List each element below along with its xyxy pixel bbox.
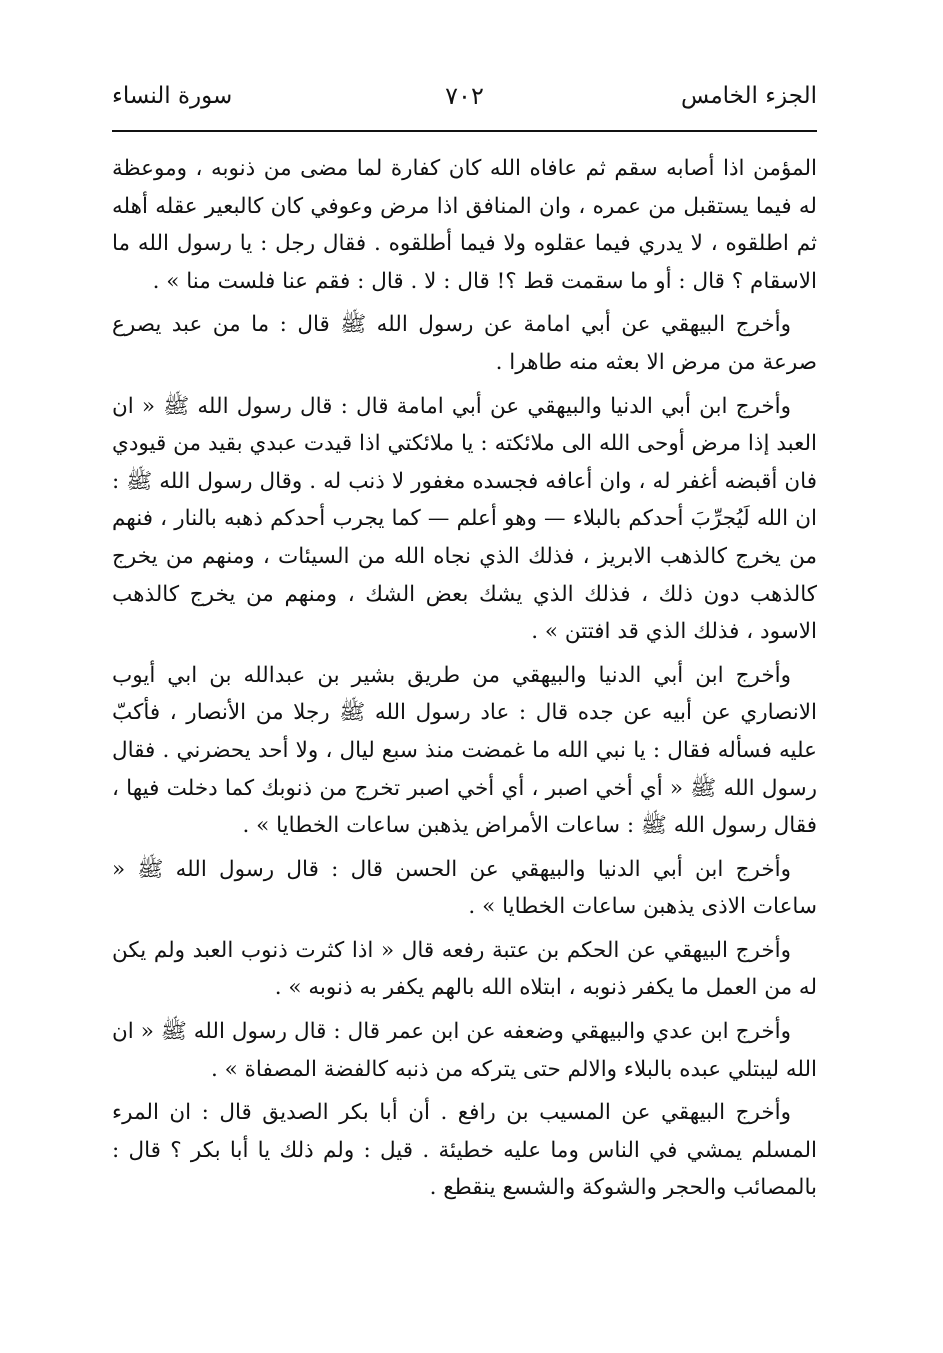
part-title: الجزء الخامس [681,83,817,109]
paragraph-continuation: المؤمن اذا أصابه سقم ثم عافاه الله كان كفارة لما مضى من ذنوبه ، وموعظة له فيما يستقبل من عمره ، وان المنافق اذا مرض وعوفي كان كالبعير عقله أهله ثم اطلقوه ، لا يدري فيما عقلوه ولا فيما أطلقوه . فقال رجل : يا رسول الله ما الاسقام ؟ قال : أو ما سقمت قط ؟! قال : لا . قال : فقم عنا فلست منا » . [112,156,817,294]
running-head [112,74,817,118]
header-rule [112,130,817,132]
paragraph: وأخرج البيهقي عن أبي امامة عن رسول الله ﷺ قال : ما من عبد يصرع صرعة من مرض الا بعثه منه طاهرا . [112,312,817,375]
paragraph: وأخرج ابن أبي الدنيا والبيهقي عن الحسن قال : قال رسول الله ﷺ « ساعات الاذى يذهبن ساعات الخطايا » . [112,856,817,920]
surah-title: سورة النساء [112,83,233,109]
paragraph: وأخرج البيهقي عن الحكم بن عتبة رفعه قال « اذا كثرت ذنوب العبد ولم يكن له من العمل ما يكفر ذنوبه ، ابتلاه الله بالهم يكفر به ذنوبه » . [112,937,817,1001]
paragraph: وأخرج ابن أبي الدنيا والبيهقي عن أبي امامة قال : قال رسول الله ﷺ « ان العبد إذا مرض أوحى الله الى ملائكته : يا ملائكتي اذا قيدت عبدي بقيد من قيودي فان أقبضه أغفر له ، وان أعافه فجسده مغفور لا ذنب له . وقال رسول الله ﷺ : ان الله لَيُجرِّبَ أحدكم بالبلاء — وهو أعلم — كما يجرب أحدكم ذهبه بالنار ، فنهم من يخرج كالذهب الابريز ، فذلك الذي نجاه الله من السيئات ، ومنهم من يخرج كالذهب دون ذلك ، فذلك الذي يشك بعض الشك ، ومنهم من يخرج كالذهب الاسود ، فذلك الذي قد افتتن » . [112,393,817,645]
book-page [112,74,817,1213]
paragraph: وأخرج البيهقي عن المسيب بن رافع . أن أبا بكر الصديق قال : ان المرء المسلم يمشي في الناس وما عليه خطيئة . قيل : ولم ذلك يا أبا بكر ؟ قال : بالمصائب والحجر والشوكة والشسع ينقطع . [112,1100,817,1201]
body-text [112,150,817,1207]
paragraph: وأخرج ابن أبي الدنيا والبيهقي من طريق بشير بن عبدالله بن ابي أيوب الانصاري عن أبيه عن جده قال : عاد رسول الله ﷺ رجلا من الأنصار ، فأكبّ عليه فسأله فقال : يا نبي الله ما غمضت منذ سبع ليال ، ولا أحد يحضرني . فقال رسول الله ﷺ « أي أخي اصبر ، أي أخي اصبر تخرج من ذنوبك كما دخلت فيها ، فقال رسول الله ﷺ : ساعات الأمراض يذهبن ساعات الخطايا » . [112,662,817,839]
page-number: ٧٠٢ [445,82,484,110]
paragraph: وأخرج ابن عدي والبيهقي وضعفه عن ابن عمر قال : قال رسول الله ﷺ « ان الله ليبتلي عبده بالبلاء والالم حتى يتركه من ذنبه كالفضة المصفاة » . [112,1019,817,1082]
